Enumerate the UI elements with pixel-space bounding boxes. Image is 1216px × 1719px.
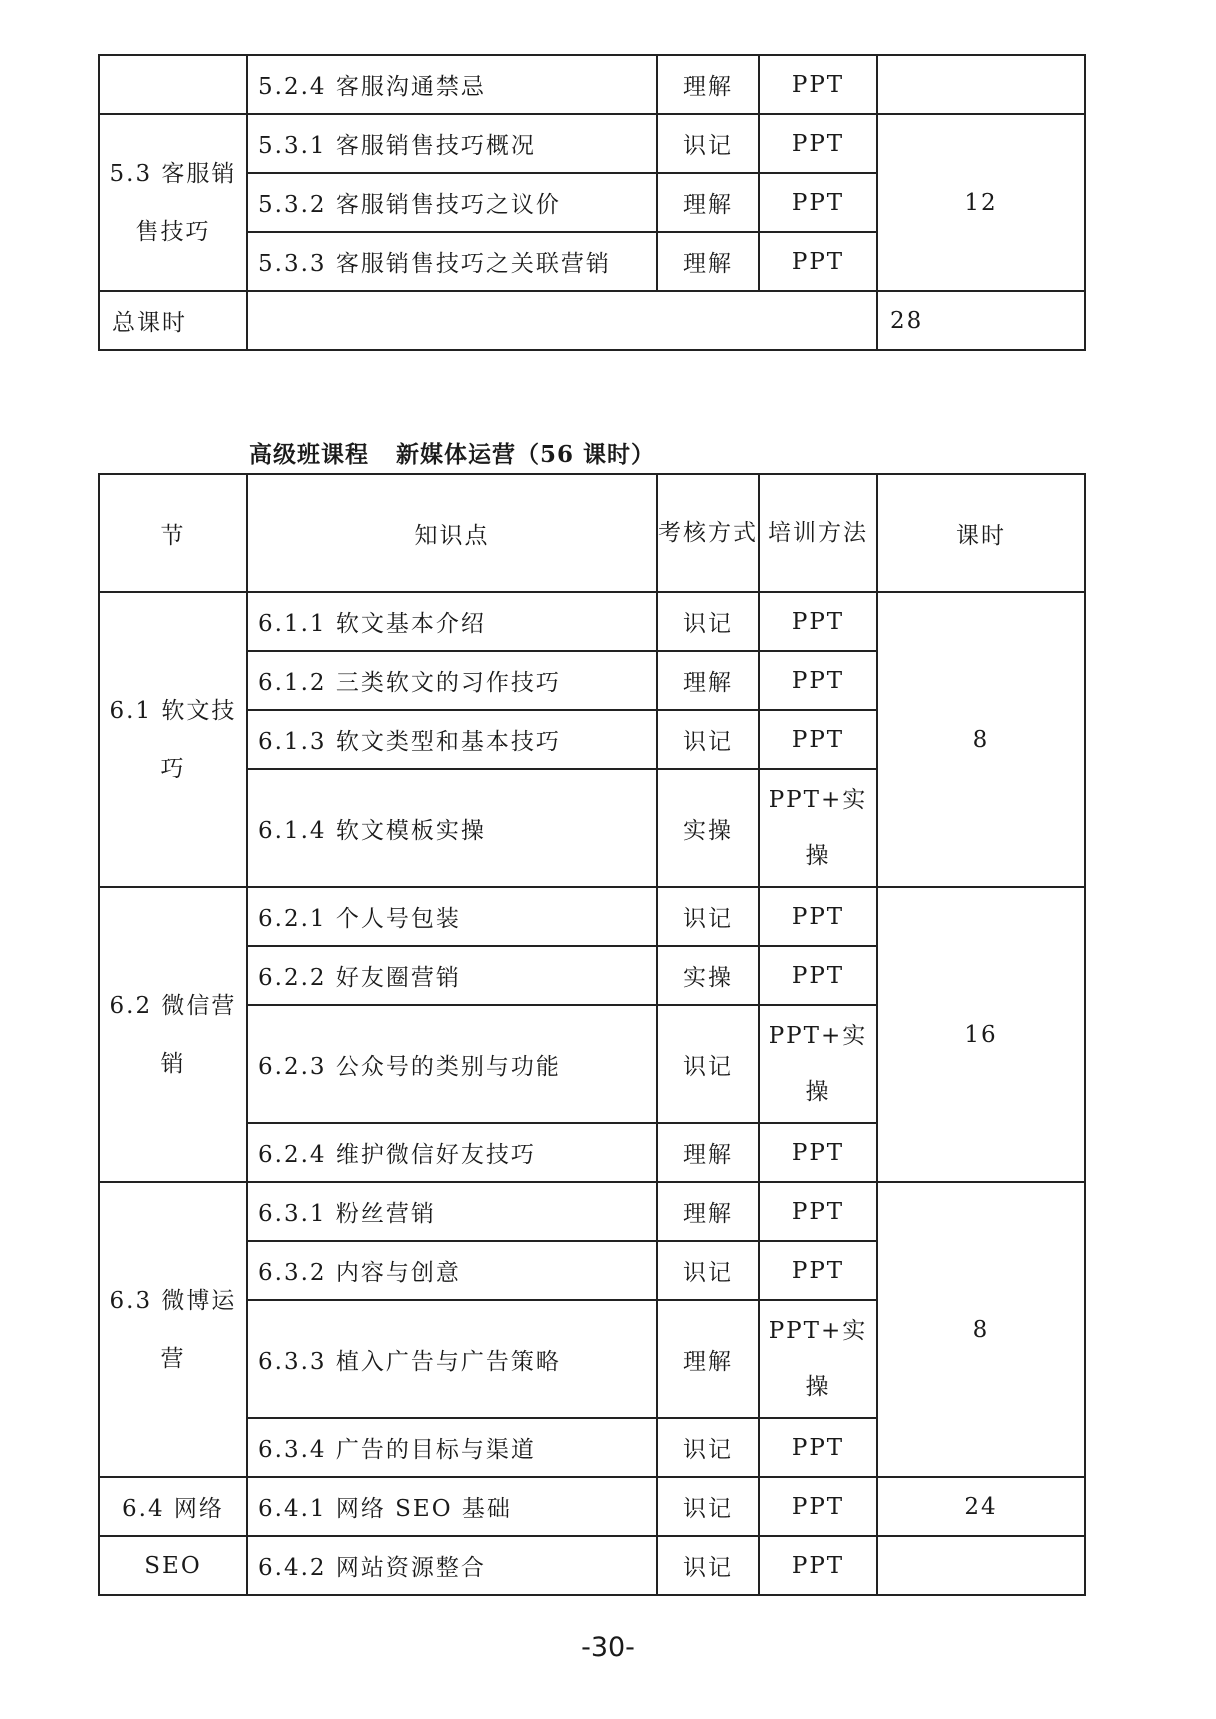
- training-method: PPT: [759, 1536, 877, 1595]
- training-method: PPT: [759, 232, 877, 291]
- training-method: PPT: [759, 1241, 877, 1300]
- section-name-line1: 6.4 网络: [99, 1477, 247, 1536]
- training-method: PPT: [759, 55, 877, 114]
- header-training: 培训方法: [759, 474, 877, 592]
- training-method: PPT: [759, 173, 877, 232]
- training-method: PPT: [759, 1123, 877, 1182]
- section-name: 6.3 微博运营: [99, 1182, 247, 1477]
- total-value: 28: [877, 291, 1085, 350]
- knowledge-point: 6.2.3 公众号的类别与功能: [247, 1005, 657, 1123]
- section-hours: 8: [877, 592, 1085, 887]
- training-method: PPT: [759, 887, 877, 946]
- knowledge-point: 6.3.1 粉丝营销: [247, 1182, 657, 1241]
- section-name: 5.3 客服销售技巧: [99, 114, 247, 291]
- assessment-method: 识记: [657, 1005, 759, 1123]
- training-method: PPT: [759, 592, 877, 651]
- assessment-method: 识记: [657, 1241, 759, 1300]
- assessment-method: 识记: [657, 710, 759, 769]
- header-section: 节: [99, 474, 247, 592]
- knowledge-point: 6.4.1 网络 SEO 基础: [247, 1477, 657, 1536]
- course-caption: 高级班课程 新媒体运营（56 课时）: [249, 441, 656, 468]
- header-assessment: 考核方式: [657, 474, 759, 592]
- knowledge-point: 6.3.3 植入广告与广告策略: [247, 1300, 657, 1418]
- section-hours: 8: [877, 1182, 1085, 1477]
- table-row: [99, 1182, 1085, 1241]
- knowledge-point: 6.2.2 好友圈营销: [247, 946, 657, 1005]
- knowledge-point: 5.3.3 客服销售技巧之关联营销: [247, 232, 657, 291]
- knowledge-point: 5.3.2 客服销售技巧之议价: [247, 173, 657, 232]
- training-method: PPT+实操: [759, 769, 877, 887]
- course-table-top: [98, 54, 1086, 351]
- assessment-method: 识记: [657, 1477, 759, 1536]
- page-number: -30-: [581, 1632, 635, 1663]
- total-empty: [247, 291, 877, 350]
- assessment-method: 识记: [657, 887, 759, 946]
- knowledge-point: 5.3.1 客服销售技巧概况: [247, 114, 657, 173]
- knowledge-point: 6.2.4 维护微信好友技巧: [247, 1123, 657, 1182]
- table-row: [99, 592, 1085, 651]
- training-method: PPT: [759, 1477, 877, 1536]
- assessment-method: 识记: [657, 114, 759, 173]
- assessment-method: 理解: [657, 173, 759, 232]
- table-row: [99, 55, 1085, 114]
- section-name-line2: SEO: [99, 1536, 247, 1595]
- training-method: PPT: [759, 1182, 877, 1241]
- table-row: [99, 1477, 1085, 1536]
- header-hours: 课时: [877, 474, 1085, 592]
- assessment-method: 理解: [657, 1300, 759, 1418]
- knowledge-point: 5.2.4 客服沟通禁忌: [247, 55, 657, 114]
- knowledge-point: 6.3.2 内容与创意: [247, 1241, 657, 1300]
- assessment-method: 实操: [657, 946, 759, 1005]
- assessment-method: 理解: [657, 1123, 759, 1182]
- section-name: 6.1 软文技巧: [99, 592, 247, 887]
- total-label: 总课时: [99, 291, 247, 350]
- knowledge-point: 6.1.3 软文类型和基本技巧: [247, 710, 657, 769]
- knowledge-point: 6.2.1 个人号包装: [247, 887, 657, 946]
- training-method: PPT+实操: [759, 1005, 877, 1123]
- table-row: [99, 114, 1085, 173]
- table-row: [99, 887, 1085, 946]
- section-cell: [99, 55, 247, 114]
- knowledge-point: 6.1.1 软文基本介绍: [247, 592, 657, 651]
- knowledge-point: 6.1.4 软文模板实操: [247, 769, 657, 887]
- knowledge-point: 6.1.2 三类软文的习作技巧: [247, 651, 657, 710]
- header-knowledge-point: 知识点: [247, 474, 657, 592]
- training-method: PPT: [759, 946, 877, 1005]
- assessment-method: 实操: [657, 769, 759, 887]
- training-method: PPT: [759, 114, 877, 173]
- training-method: PPT: [759, 710, 877, 769]
- hours-cell: [877, 55, 1085, 114]
- training-method: PPT: [759, 651, 877, 710]
- assessment-method: 理解: [657, 1182, 759, 1241]
- assessment-method: 识记: [657, 1418, 759, 1477]
- section-hours: 12: [877, 114, 1085, 291]
- training-method: PPT: [759, 1418, 877, 1477]
- assessment-method: 理解: [657, 232, 759, 291]
- section-name: 6.2 微信营销: [99, 887, 247, 1182]
- section-hours: 24: [877, 1477, 1085, 1536]
- knowledge-point: 6.4.2 网站资源整合: [247, 1536, 657, 1595]
- hours-cell: [877, 1536, 1085, 1595]
- table-row: [99, 1536, 1085, 1595]
- assessment-method: 识记: [657, 592, 759, 651]
- assessment-method: 识记: [657, 1536, 759, 1595]
- knowledge-point: 6.3.4 广告的目标与渠道: [247, 1418, 657, 1477]
- assessment-method: 理解: [657, 55, 759, 114]
- assessment-method: 理解: [657, 651, 759, 710]
- total-row: [99, 291, 1085, 350]
- header-row: [99, 474, 1085, 592]
- course-table-advanced: [98, 473, 1086, 1596]
- section-hours: 16: [877, 887, 1085, 1182]
- training-method: PPT+实操: [759, 1300, 877, 1418]
